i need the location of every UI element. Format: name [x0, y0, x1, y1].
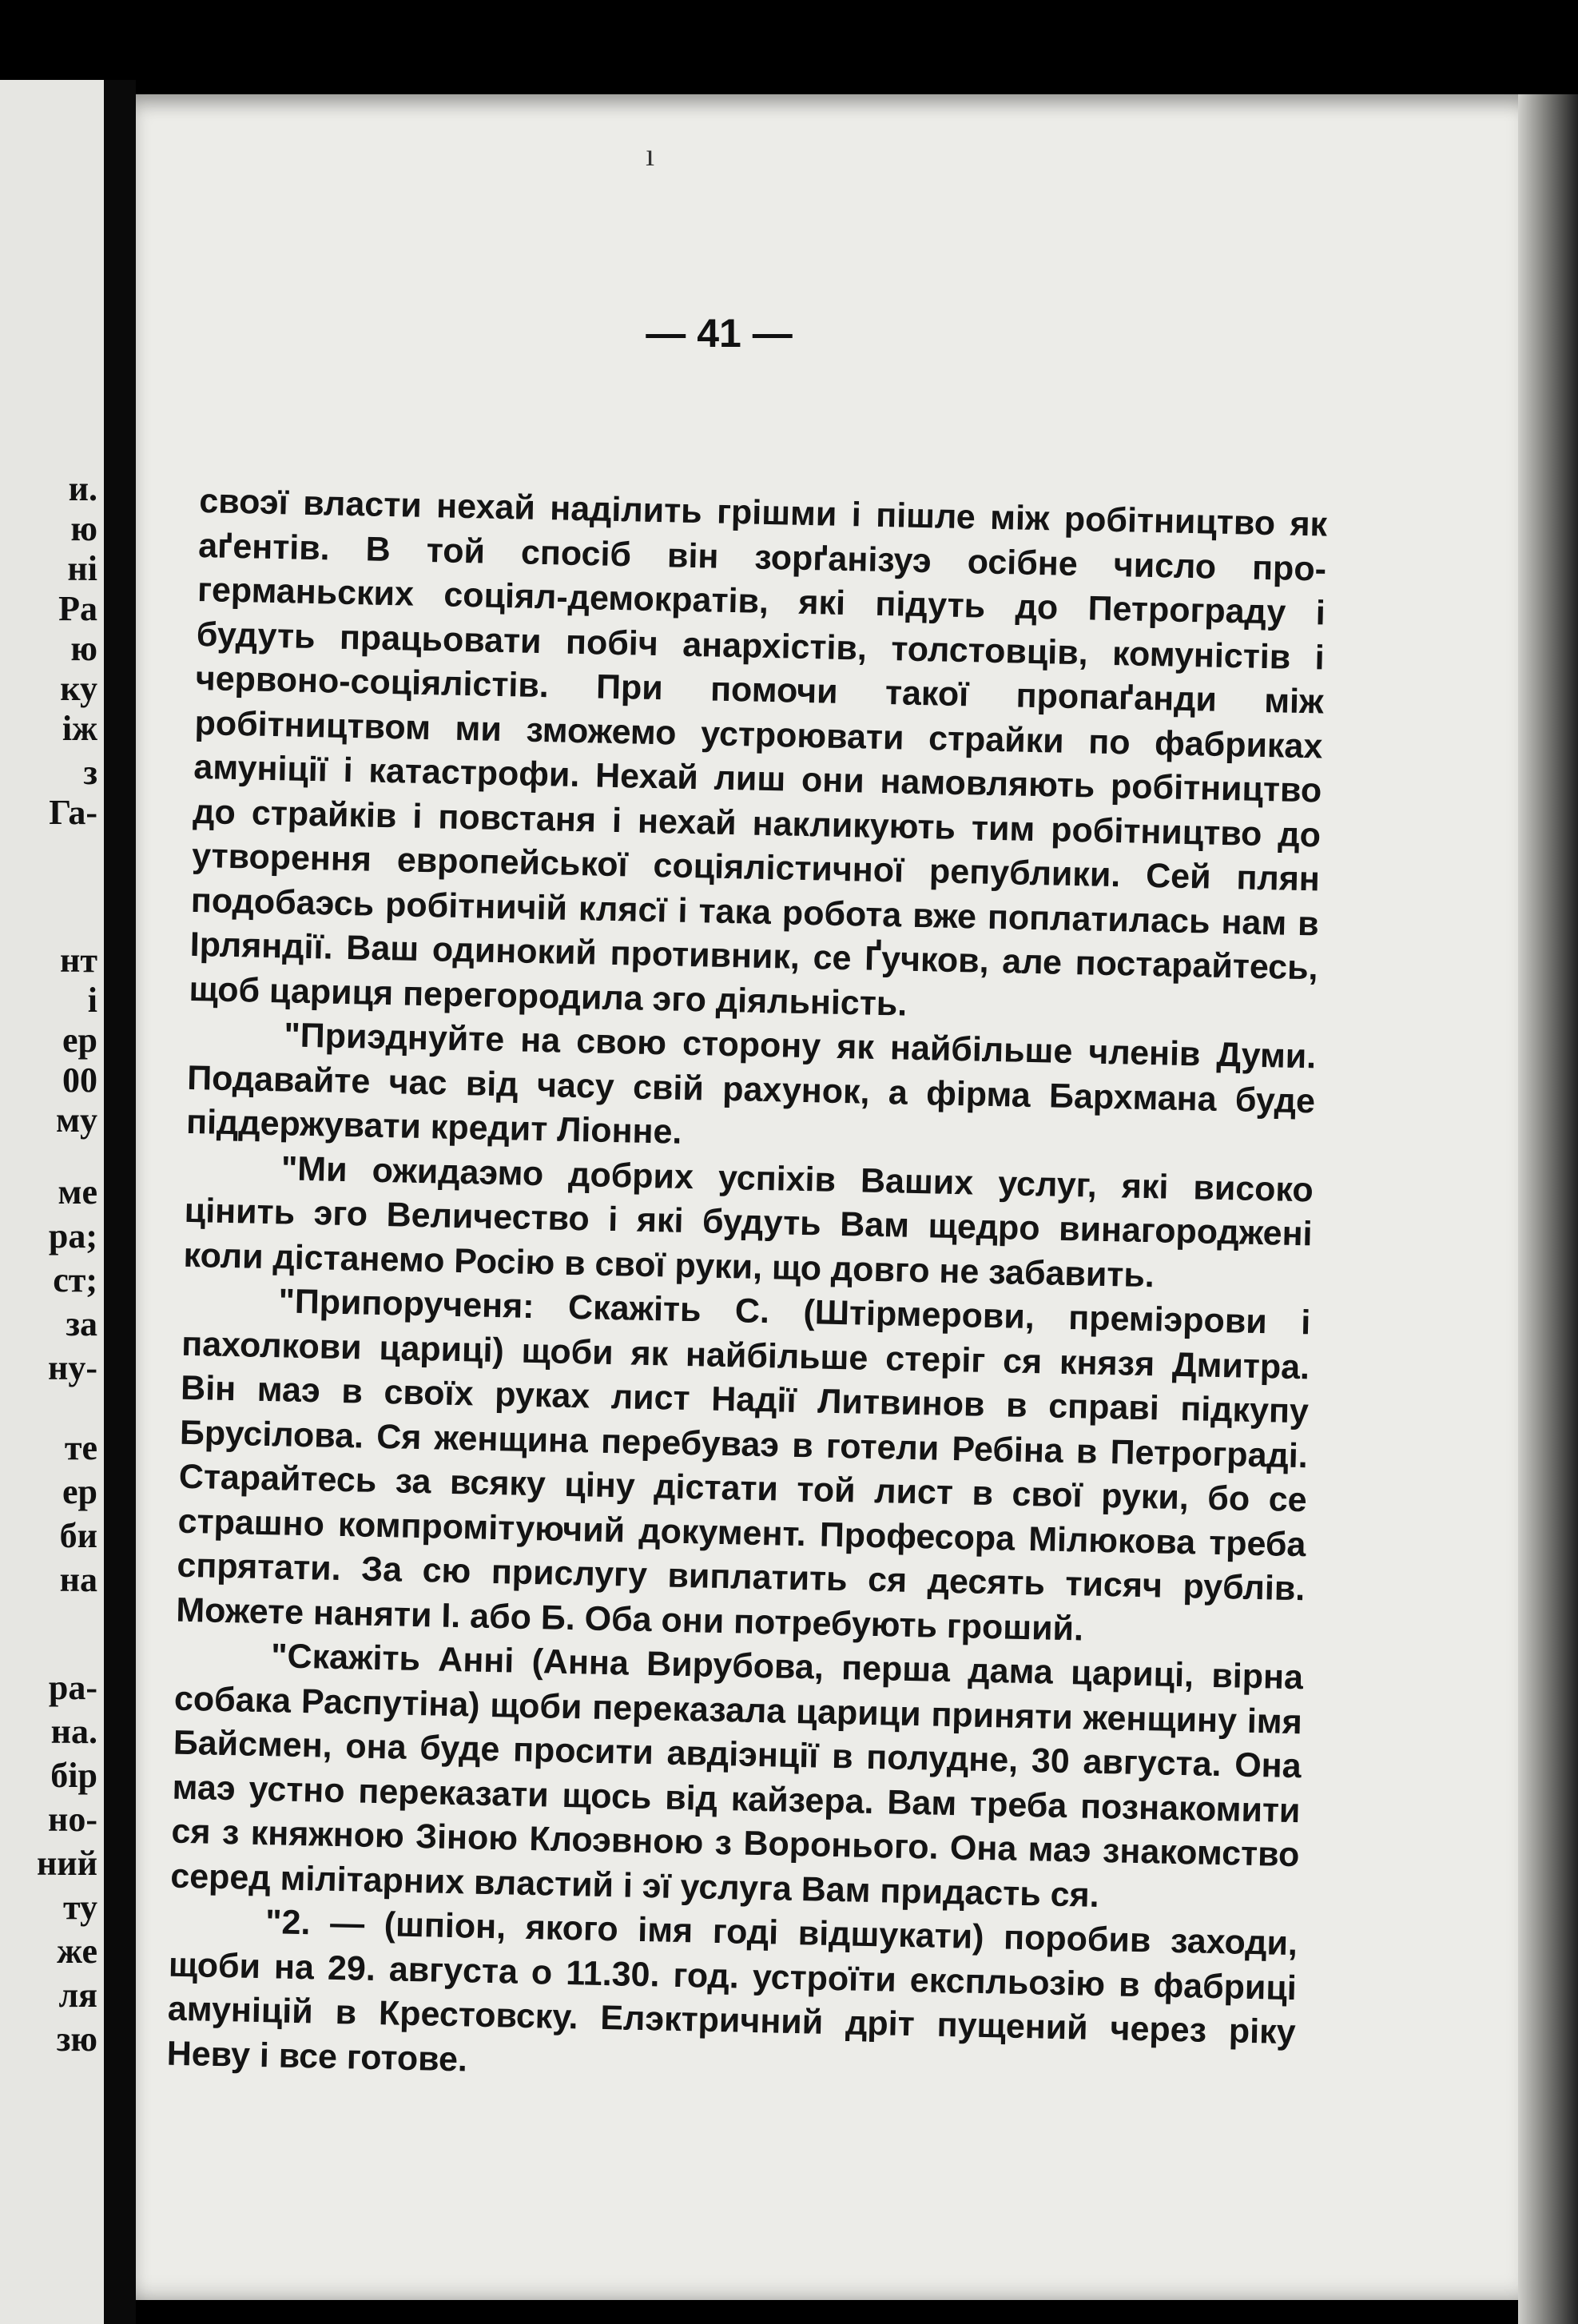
book-gutter: [104, 80, 136, 2324]
adjacent-fragment: ту: [62, 1888, 97, 1927]
adjacent-fragment: бір: [50, 1756, 97, 1795]
scan-speck: ı: [646, 137, 655, 173]
adjacent-fragment: но-: [47, 1800, 97, 1839]
adjacent-fragment: іж: [62, 709, 97, 748]
adjacent-fragment: нт: [60, 941, 97, 980]
adjacent-page-edge: [0, 80, 104, 2324]
adjacent-fragment: ра;: [48, 1216, 97, 1256]
adjacent-fragment: ний: [36, 1844, 97, 1883]
adjacent-fragment: ер: [62, 1021, 97, 1060]
adjacent-fragment: ра-: [48, 1668, 97, 1707]
adjacent-fragment: і: [87, 981, 97, 1020]
body-text: [166, 480, 1328, 2099]
page-stack-edge: [1518, 94, 1578, 2324]
paragraph: "Приэднуйте на свою сторону як найбільше членів Думи. Подавайте час від часу свій рахунок, а фірма Бархмана буде піддержувати кредит Ліонне.: [185, 1016, 1317, 1152]
adjacent-fragment: те: [64, 1428, 97, 1467]
adjacent-fragment: ю: [70, 509, 97, 548]
adjacent-fragment: би: [59, 1516, 97, 1555]
paragraph: "Скажіть Анні (Анна Вирубова, перша дама цариці, вірна собака Распутіна) щоби переказала царици приняти женщину імя Байсмен, она буде просити авдіэнції в полудне, 30 авгуcта. Она маэ устно переказати щось від кайзера. Вам треба познакомити ся з княжною Зіною Клоэвною з Воронього. Она маэ знакомство серед мілітарних властий і эї услуга Вам придасть ся.: [169, 1637, 1304, 1915]
adjacent-fragment: з: [83, 753, 97, 792]
adjacent-fragment: ер: [62, 1472, 97, 1511]
adjacent-fragment: ме: [58, 1172, 97, 1212]
adjacent-fragment: ну-: [47, 1348, 97, 1387]
adjacent-fragment: же: [57, 1932, 97, 1971]
adjacent-fragment: ля: [58, 1976, 97, 2015]
paragraph: "2. — (шпіон, якого імя годі відшукати) поробив заходи, щоби на 29. авгуcта о 11.30. год. устроїти експльозію в фабриці амуніцій в Крестовску. Елэктричний дріт пущений через ріку Неву і все готове.: [166, 1903, 1298, 2079]
paragraph: "Припорученя: Скажіть С. (Штірмерови, преміэрови і пахолкови цариці) щоби як найбільше стеріг ся князя Дмитра. Він маэ в своїх руках лист Надії Литвинов в справі підкупу Брусілова. Ся женщина перебуваэ в готели Ребіна в Петрограді. Старайтесь за всяку ціну дістати той лист в свої руки, бо се страшно компромітуючий документ. Професора Мілюкова треба спрятати. За сю прислугу виплатить ся десять тисяч рублів. Можете наняти І. або Б. Оба они потребують гроший.: [175, 1282, 1311, 1648]
adjacent-fragment: му: [56, 1100, 97, 1140]
adjacent-fragment: ст;: [53, 1260, 97, 1299]
adjacent-fragment: 00: [62, 1061, 97, 1100]
adjacent-fragment: за: [66, 1304, 97, 1343]
adjacent-fragment: и.: [68, 469, 97, 508]
adjacent-fragment: ку: [60, 669, 97, 708]
adjacent-fragment: Га-: [49, 793, 97, 832]
adjacent-fragment: Ра: [58, 589, 97, 628]
adjacent-fragment: ю: [70, 629, 97, 668]
paragraph: "Ми ожидаэмо добрих успіхів Ваших услуг, які високо цінить эго Величество і які будуть Вам щедро винагороджені коли дістанемо Росію в свої руки, що довго не забавить.: [183, 1148, 1314, 1295]
adjacent-fragment: ні: [67, 549, 97, 588]
page-number: — 41 —: [646, 311, 793, 356]
paragraph: своэї власти нехай наділить грішми і пішле між робітництво як аґентів. В той спосіб він зорґанізуэ осібне число про-германьских соціял-демократів, які підуть до Петрограду і будуть працьовати побіч анархістів, толстовців, комуністів і червоно-соціялістів. При помочи такої пропаґанди між робітництвом ми зможемо устроювати страйки по фабриках амуніції і катастрофи. Нехай лиш они намовляють робітництво до страйків і повстаня і нехай накликують тим робітництво до утворення европейської соціялістичної републики. Сей плян подобаэсь робітничій клясї і така робота вже поплатилась нам в Ірляндії. Ваш одинокий противник, се Ґучков, але постарайтесь, щоб цариця перегородила эго діяльність.: [189, 481, 1328, 1024]
adjacent-fragment: на: [59, 1560, 97, 1599]
adjacent-fragment: зю: [56, 2020, 97, 2059]
adjacent-fragment: на.: [50, 1712, 97, 1751]
